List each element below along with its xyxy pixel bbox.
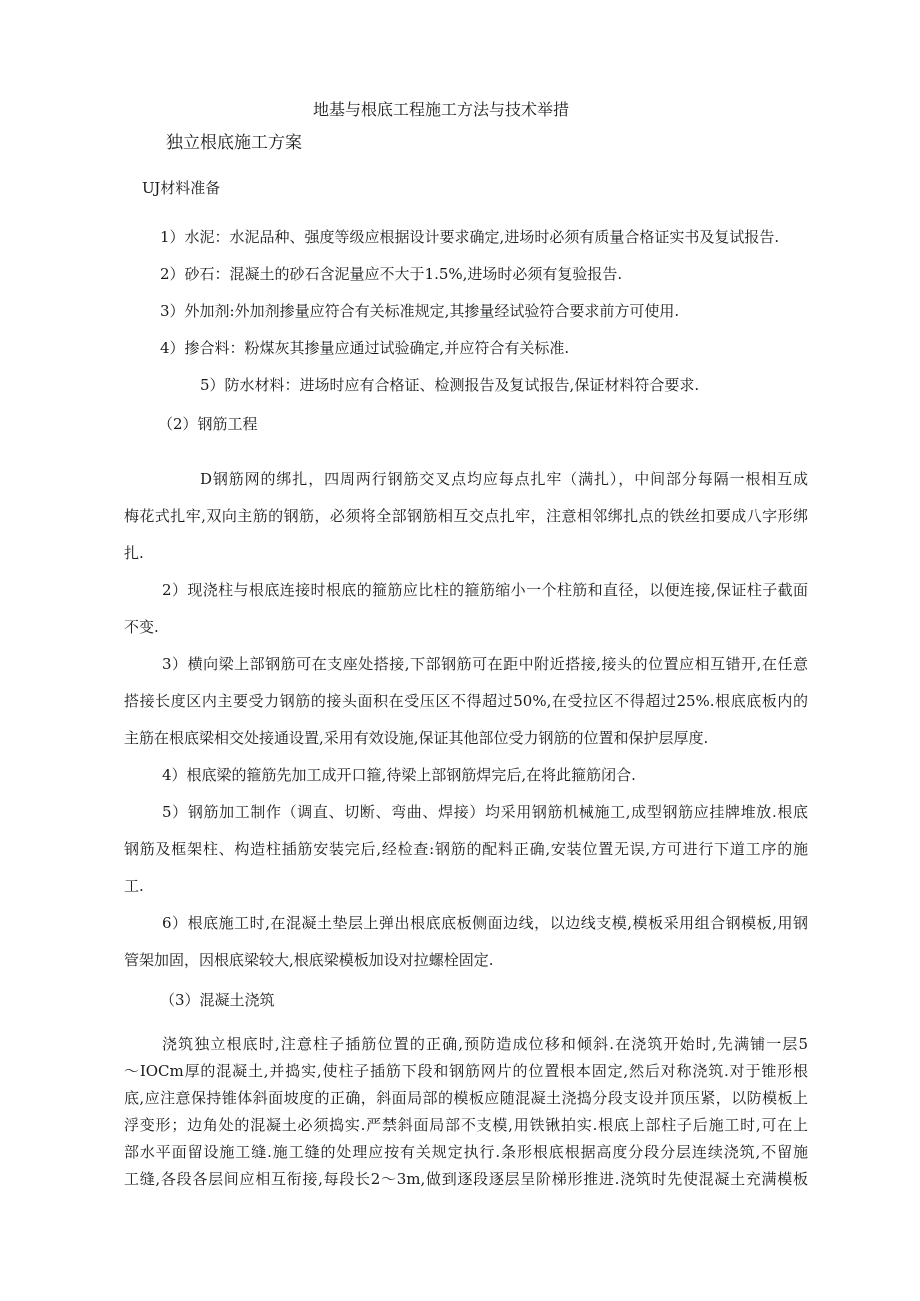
rebar-p3-line-2: 搭接长度区内主要受力钢筋的接头面积在受压区不得超过50%,在受拉区不得超过25%.根底底板内的 — [124, 692, 808, 710]
rebar-heading: （2）钢筋工程 — [158, 415, 258, 433]
materials-item-1: 1）水泥：水泥品种、强度等级应根据设计要求确定,进场时必须有质量合格证实书及复试报告. — [160, 228, 780, 246]
rebar-p2-line-2: 不变. — [124, 618, 159, 636]
materials-heading: UJ材料准备 — [142, 179, 221, 197]
rebar-p3-line-3: 主筋在根底梁相交处接通设置,采用有效设施,保证其他部位受力钢筋的位置和保护层厚度. — [124, 729, 709, 747]
rebar-p3-line-1: 3）横向梁上部钢筋可在支座处搭接,下部钢筋可在距中附近搭接,接头的位置应相互错开,在任意 — [162, 655, 808, 673]
rebar-p5-line-2: 钢筋及框架柱、构造柱插筋安装完后,经检查:钢筋的配料正确,安装位置无误,方可进行下道工序的施 — [124, 840, 808, 858]
concrete-p1-line-3: 底,应注意保持锥体斜面坡度的正确，斜面局部的模板应随混凝土浇捣分段支设并顶压紧，以防模板上 — [124, 1089, 808, 1107]
materials-item-2: 2）砂石：混凝土的砂石含泥量应不大于1.5%,进场时必须有复验报告. — [160, 265, 623, 283]
rebar-p1-line-3: 扎. — [124, 544, 144, 562]
rebar-p1-line-2: 梅花式扎牢,双向主筋的钢筋，必须将全部钢筋相互交点扎牢，注意相邻绑扎点的铁丝扣要成八字形绑 — [124, 507, 808, 525]
section-title: 独立根底施工方案 — [166, 133, 302, 153]
rebar-p5-line-3: 工. — [124, 877, 144, 895]
document-title: 地基与根底工程施工方法与技术举措 — [313, 100, 570, 119]
rebar-p1-line-1: D钢筋网的绑扎，四周两行钢筋交叉点均应每点扎牢（满扎），中间部分每隔一根相互成 — [200, 470, 808, 488]
rebar-p4-line-1: 4）根底梁的箍筋先加工成开口箍,待梁上部钢筋焊完后,在将此箍筋闭合. — [162, 766, 636, 784]
concrete-p1-line-1: 浇筑独立根底时,注意柱子插筋位置的正确,预防造成位移和倾斜.在浇筑开始时,先满铺一层5 — [162, 1035, 808, 1053]
rebar-p6-line-2: 管架加固，因根底梁较大,根底梁模板加设对拉螺栓固定. — [124, 951, 494, 969]
materials-item-5: 5）防水材料：进场时应有合格证、检测报告及复试报告,保证材料符合要求. — [200, 376, 700, 394]
concrete-p1-line-4: 浮变形；边角处的混凝土必须捣实.严禁斜面局部不支模,用铁锹拍实.根底上部柱子后施工时,可在上 — [124, 1116, 808, 1134]
rebar-p5-line-1: 5）钢筋加工制作（调直、切断、弯曲、焊接）均采用钢筋机械施工,成型钢筋应挂牌堆放.根底 — [162, 803, 808, 821]
concrete-p1-line-5: 部水平面留设施工缝.施工缝的处理应按有关规定执行.条形根底根据高度分段分层连续浇筑,不留施 — [124, 1143, 808, 1161]
concrete-heading: （3）混凝土浇筑 — [160, 991, 275, 1009]
concrete-p1-line-6: 工缝,各段各层间应相互衔接,每段长2～3m,做到逐段逐层呈阶梯形推进.浇筑时先使混凝土充满模板 — [124, 1170, 808, 1188]
materials-item-3: 3）外加剂:外加剂掺量应符合有关标准规定,其掺量经试验符合要求前方可使用. — [160, 302, 680, 320]
rebar-p2-line-1: 2）现浇柱与根底连接时根底的箍筋应比柱的箍筋缩小一个柱筋和直径，以便连接,保证柱子截面 — [162, 581, 808, 599]
materials-item-4: 4）掺合料：粉煤灰其掺量应通过试验确定,并应符合有关标准. — [160, 339, 570, 357]
concrete-p1-line-2: ～IOCm厚的混凝土,并捣实,使柱子插筋下段和钢筋网片的位置根本固定,然后对称浇筑.对于锥形根 — [124, 1062, 808, 1080]
rebar-p6-line-1: 6）根底施工时,在混凝土垫层上弹出根底底板侧面边线，以边线支模,模板采用组合钢模板,用钢 — [162, 914, 808, 932]
